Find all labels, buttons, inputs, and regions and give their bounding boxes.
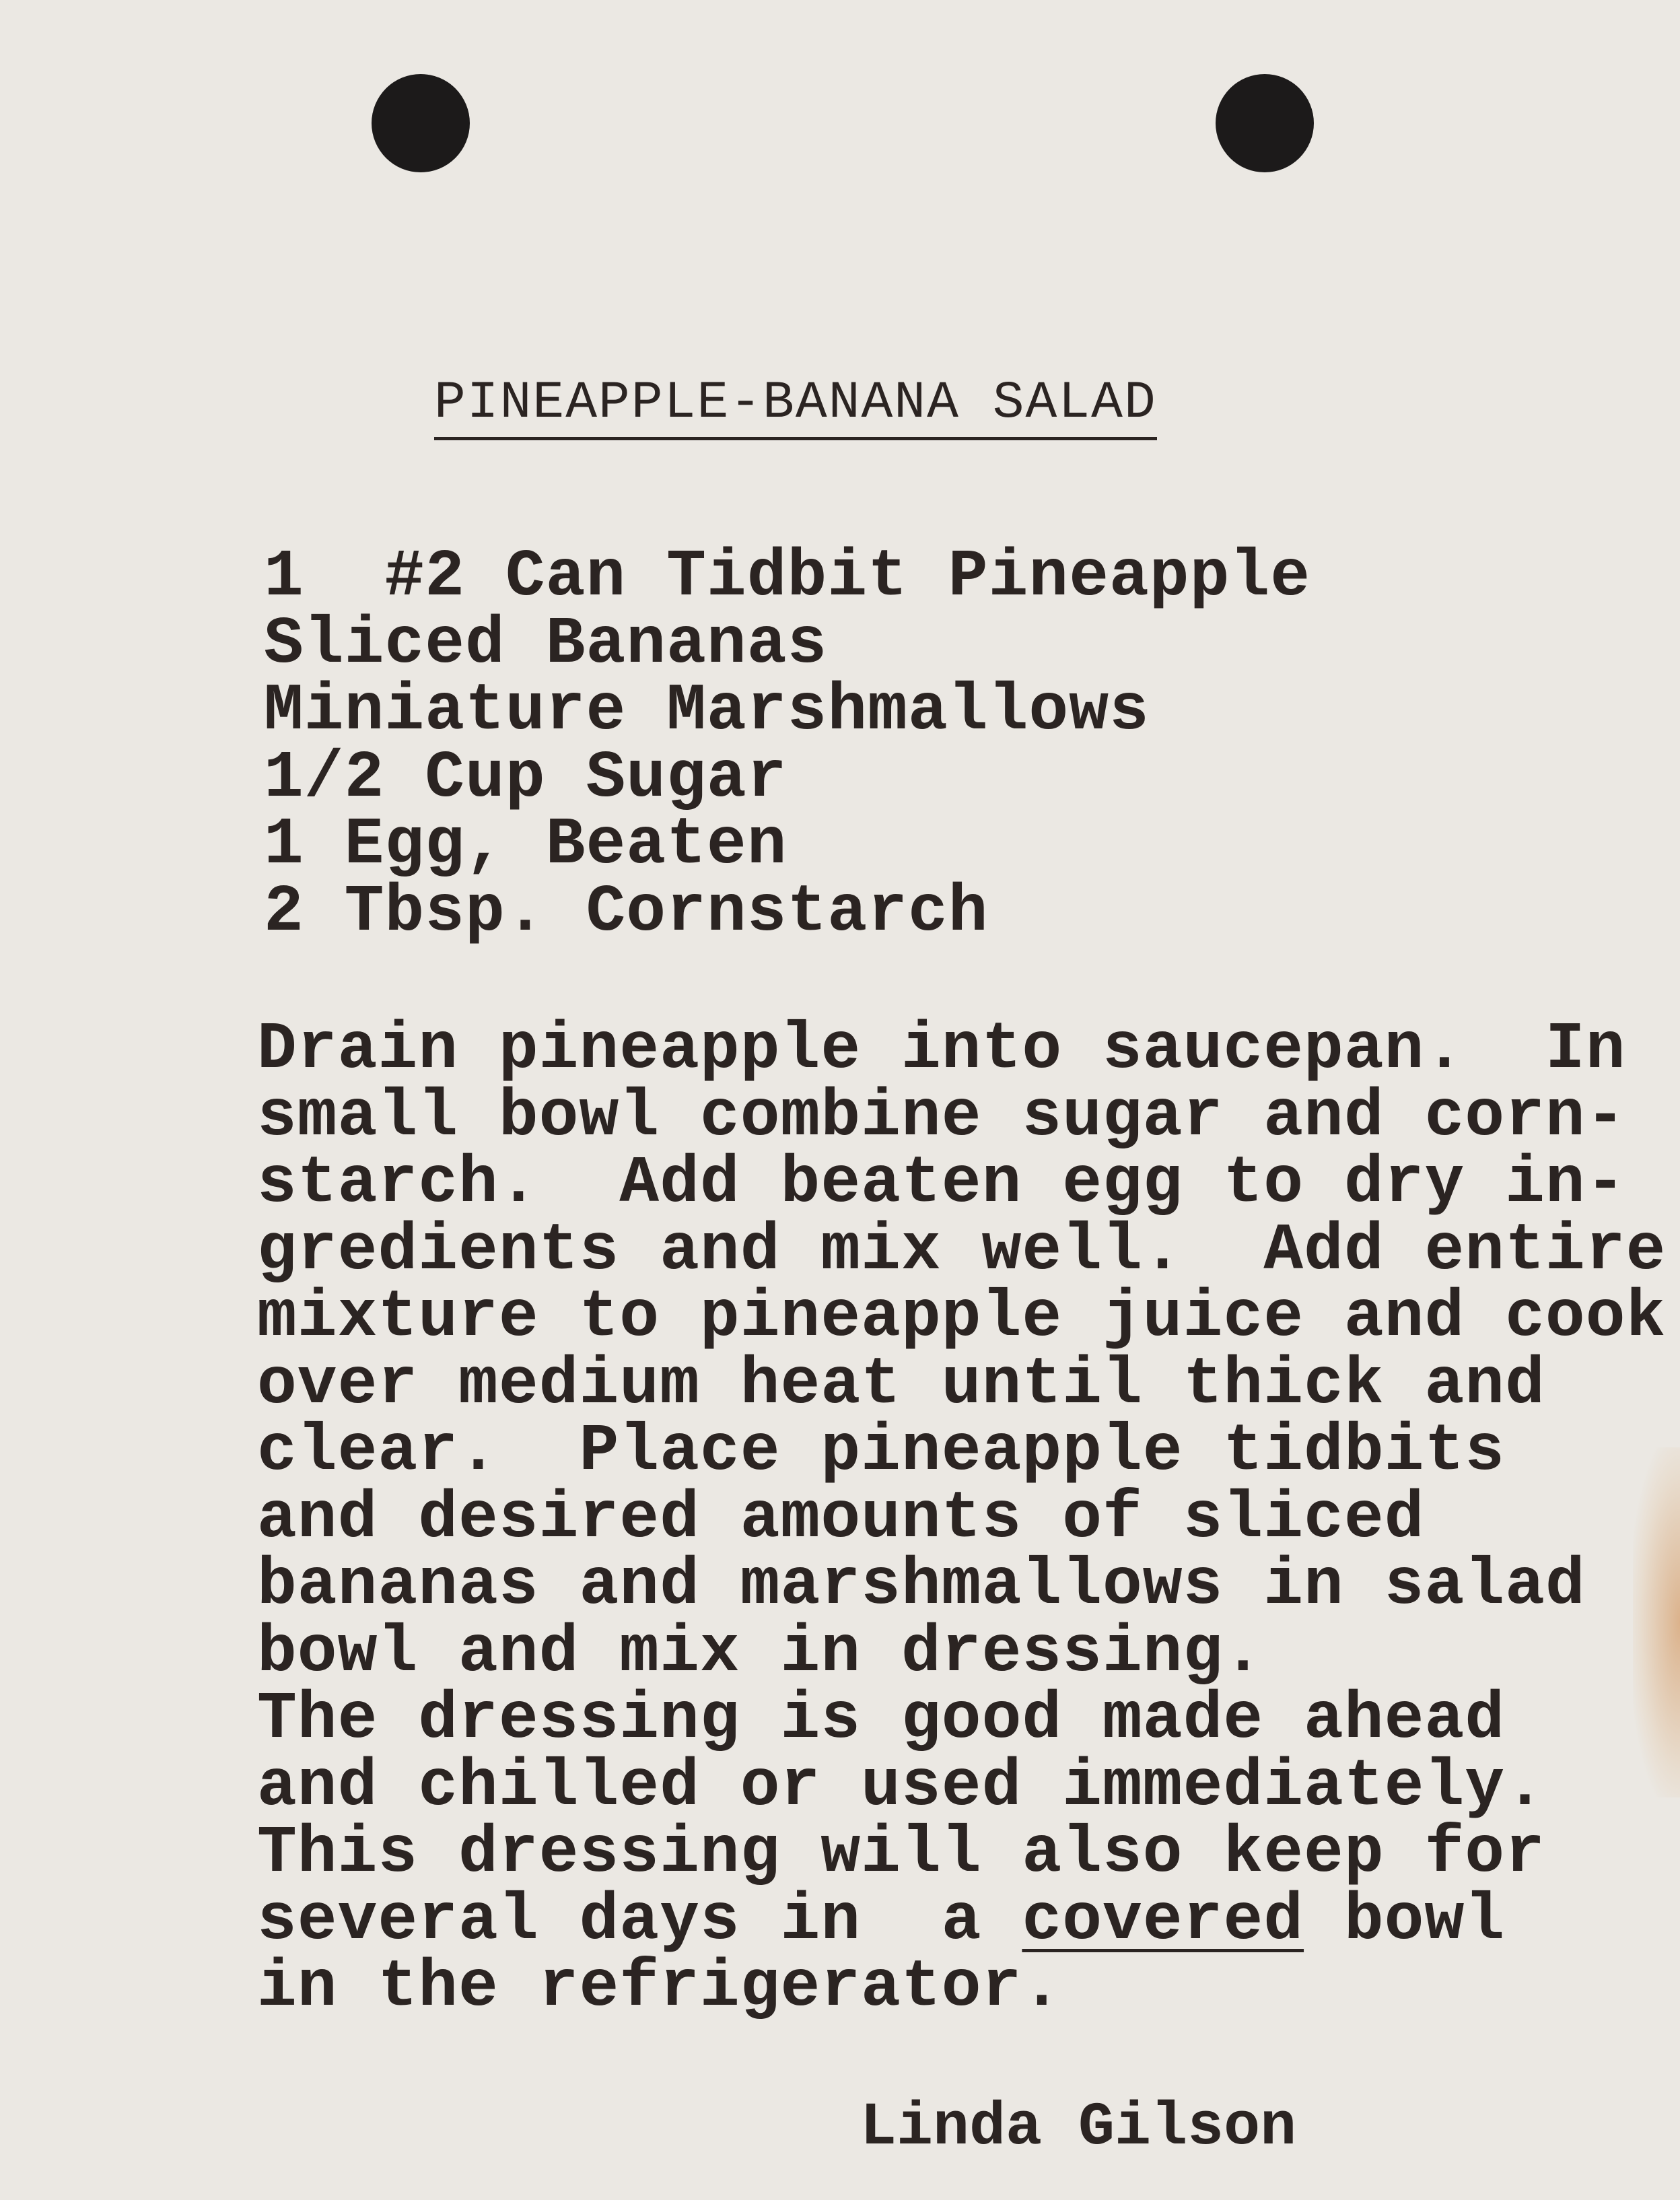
recipe-title: PINEAPPLE-BANANA SALAD — [434, 374, 1157, 440]
signature: Linda Gilson — [860, 2094, 1297, 2162]
direction-line: over medium heat until thick and — [257, 1347, 1545, 1422]
direction-line: This dressing will also keep for — [257, 1816, 1545, 1891]
punch-hole-right — [1216, 74, 1314, 172]
direction-line: gredients and mix well. Add entire — [257, 1213, 1667, 1288]
underlined-word: covered — [1022, 1883, 1304, 1958]
ingredient: 1/2 Cup Sugar — [264, 741, 788, 816]
direction-line: and desired amounts of sliced — [257, 1481, 1425, 1556]
direction-line: bananas and marshmallows in salad — [257, 1548, 1586, 1623]
ingredient: 1 Egg, Beaten — [264, 808, 788, 883]
direction-line: bowl and mix in dressing. — [257, 1615, 1264, 1690]
direction-line: mixture to pineapple juice and cook — [257, 1280, 1667, 1355]
direction-line: Drain pineapple into saucepan. In — [257, 1012, 1626, 1087]
ingredient: 2 Tbsp. Cornstarch — [264, 874, 989, 950]
direction-line — [257, 1883, 1666, 1958]
ingredient: Miniature Marshmallows — [264, 674, 1150, 749]
direction-line: in the refrigerator. — [257, 1950, 1063, 2025]
text: bowl — [1304, 1883, 1506, 1958]
direction-line: The dressing is good made ahead — [257, 1682, 1506, 1757]
direction-line: starch. Add beaten egg to dry in- — [257, 1146, 1626, 1221]
punch-hole-left — [372, 74, 470, 172]
direction-line: and chilled or used immediately. — [257, 1749, 1545, 1824]
directions — [257, 1012, 1667, 2025]
ingredients-list — [264, 540, 1311, 950]
ingredient: 1 #2 Can Tidbit Pineapple — [264, 540, 1311, 615]
direction-line: clear. Place pineapple tidbits — [257, 1414, 1506, 1489]
ingredient: Sliced Bananas — [264, 607, 828, 682]
text: several days in a — [257, 1883, 1022, 1958]
direction-line: small bowl combine sugar and corn- — [257, 1079, 1626, 1155]
